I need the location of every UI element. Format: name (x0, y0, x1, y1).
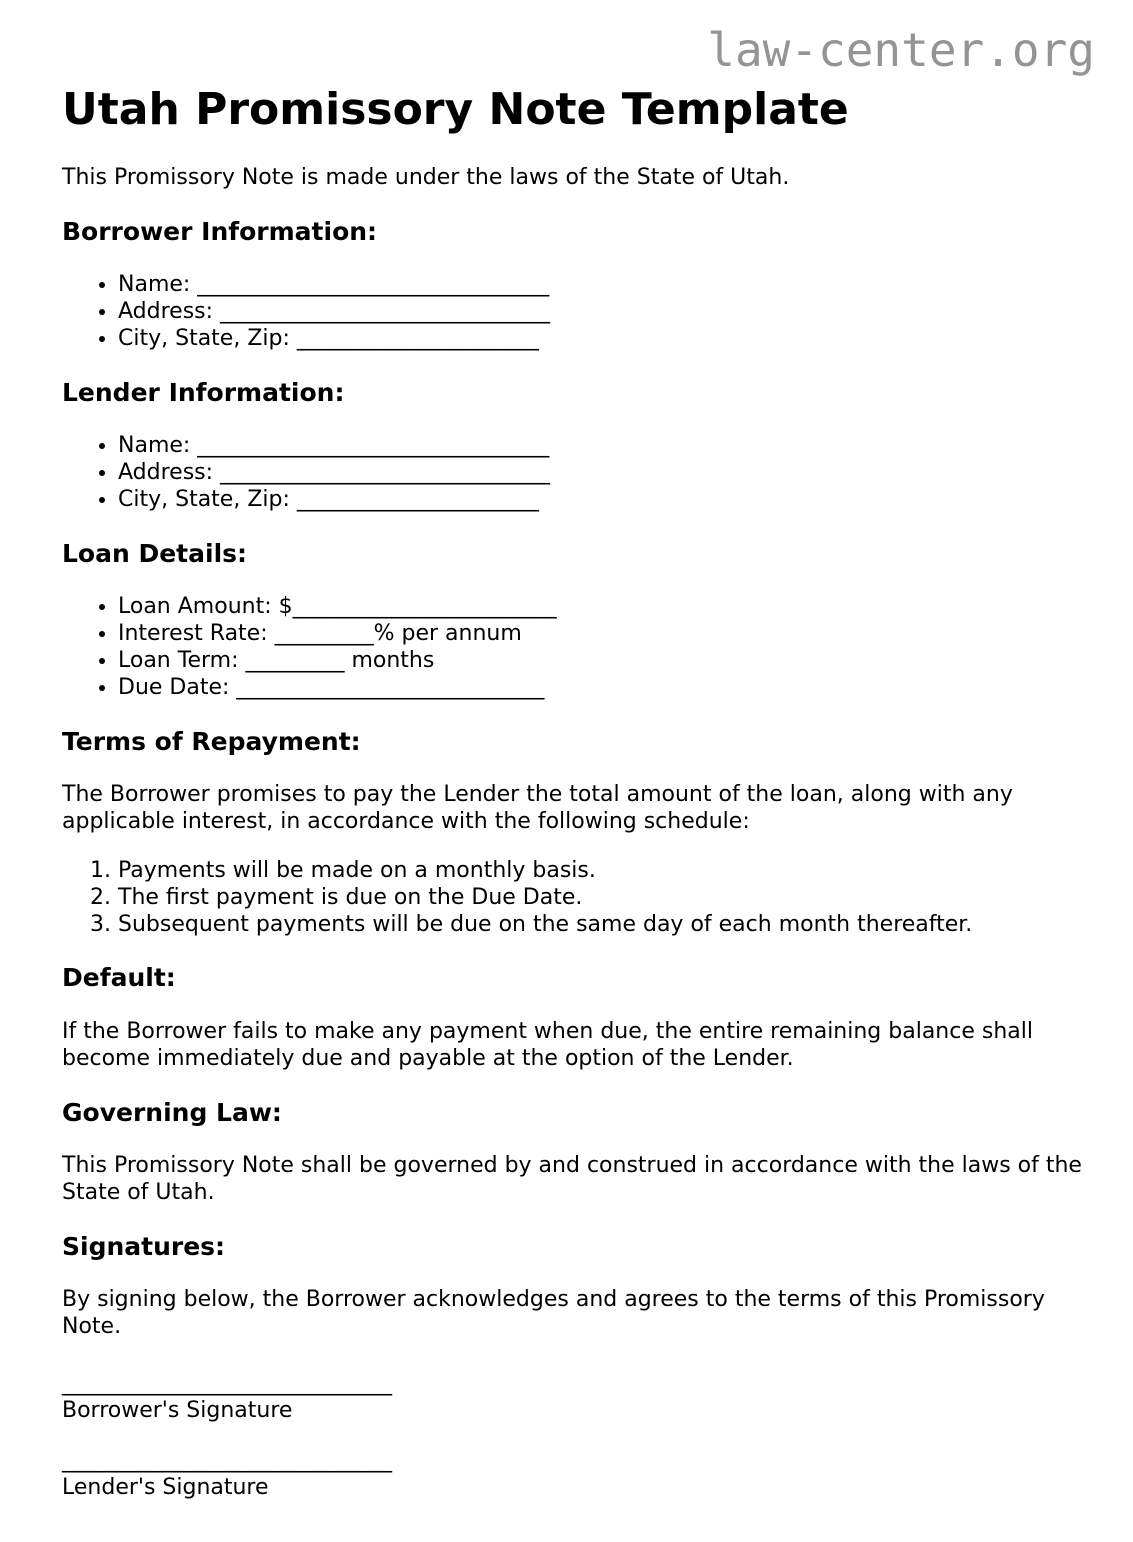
lender-city-state-zip-field: • City, State, Zip: ______________________ (118, 487, 1095, 514)
borrower-city-state-zip-field: • City, State, Zip: ______________________ (118, 326, 1095, 353)
default-clause-paragraph: If the Borrower fails to make any payment when due, the entire remaining balance shall become immediately due and payable at the option of the Lender. (62, 1018, 1033, 1071)
loan-term-field: • Loan Term: _________ months (118, 648, 1095, 675)
borrower-address-field: • Address: ______________________________ (118, 299, 1095, 326)
section-heading-signatures: Signatures: (62, 1231, 226, 1261)
repayment-schedule-list (62, 858, 1095, 938)
repayment-schedule-item: 1. Payments will be made on a monthly basis. (118, 858, 1095, 885)
lender-address-field: • Address: ______________________________ (118, 460, 1095, 487)
borrower-signature-block (62, 1371, 1095, 1425)
section-heading-borrower-information: Borrower Information: (62, 216, 378, 246)
page-title: Utah Promissory Note Template (62, 84, 849, 136)
repayment-schedule-item: 2. The first payment is due on the Due Date. (118, 885, 1095, 912)
borrower-signature-label: Borrower's Signature (62, 1397, 293, 1423)
borrower-signature-line: ______________________________ (62, 1370, 392, 1396)
lender-signature-line: ______________________________ (62, 1448, 392, 1474)
lender-information-list (62, 433, 1095, 513)
site-logo: law-center.org (707, 23, 1095, 77)
due-date-field: • Due Date: ____________________________ (118, 675, 1095, 702)
loan-amount-field: • Loan Amount: $________________________ (118, 594, 1095, 621)
borrower-information-list (62, 272, 1095, 352)
loan-details-list (62, 594, 1095, 701)
section-heading-terms-of-repayment: Terms of Repayment: (62, 726, 361, 756)
repayment-schedule-item: 3. Subsequent payments will be due on the same day of each month thereafter. (118, 912, 1095, 939)
interest-rate-field: • Interest Rate: _________% per annum (118, 621, 1095, 648)
intro-paragraph: This Promissory Note is made under the laws of the State of Utah. (62, 165, 790, 191)
lender-signature-block (62, 1448, 1095, 1502)
section-heading-lender-information: Lender Information: (62, 377, 345, 407)
repayment-intro-paragraph: The Borrower promises to pay the Lender the total amount of the loan, along with any applicable interest, in accordance with the following schedule: (62, 782, 1013, 835)
section-heading-default: Default: (62, 963, 176, 993)
lender-signature-label: Lender's Signature (62, 1475, 269, 1501)
signatures-intro-paragraph: By signing below, the Borrower acknowledges and agrees to the terms of this Promissory Note. (62, 1287, 1045, 1339)
section-heading-loan-details: Loan Details: (62, 538, 248, 568)
borrower-name-field: • Name: ________________________________ (118, 272, 1095, 299)
lender-name-field: • Name: ________________________________ (118, 433, 1095, 460)
governing-law-paragraph: This Promissory Note shall be governed by and construed in accordance with the laws of the State of Utah. (62, 1153, 1082, 1205)
section-heading-governing-law: Governing Law: (62, 1097, 282, 1127)
